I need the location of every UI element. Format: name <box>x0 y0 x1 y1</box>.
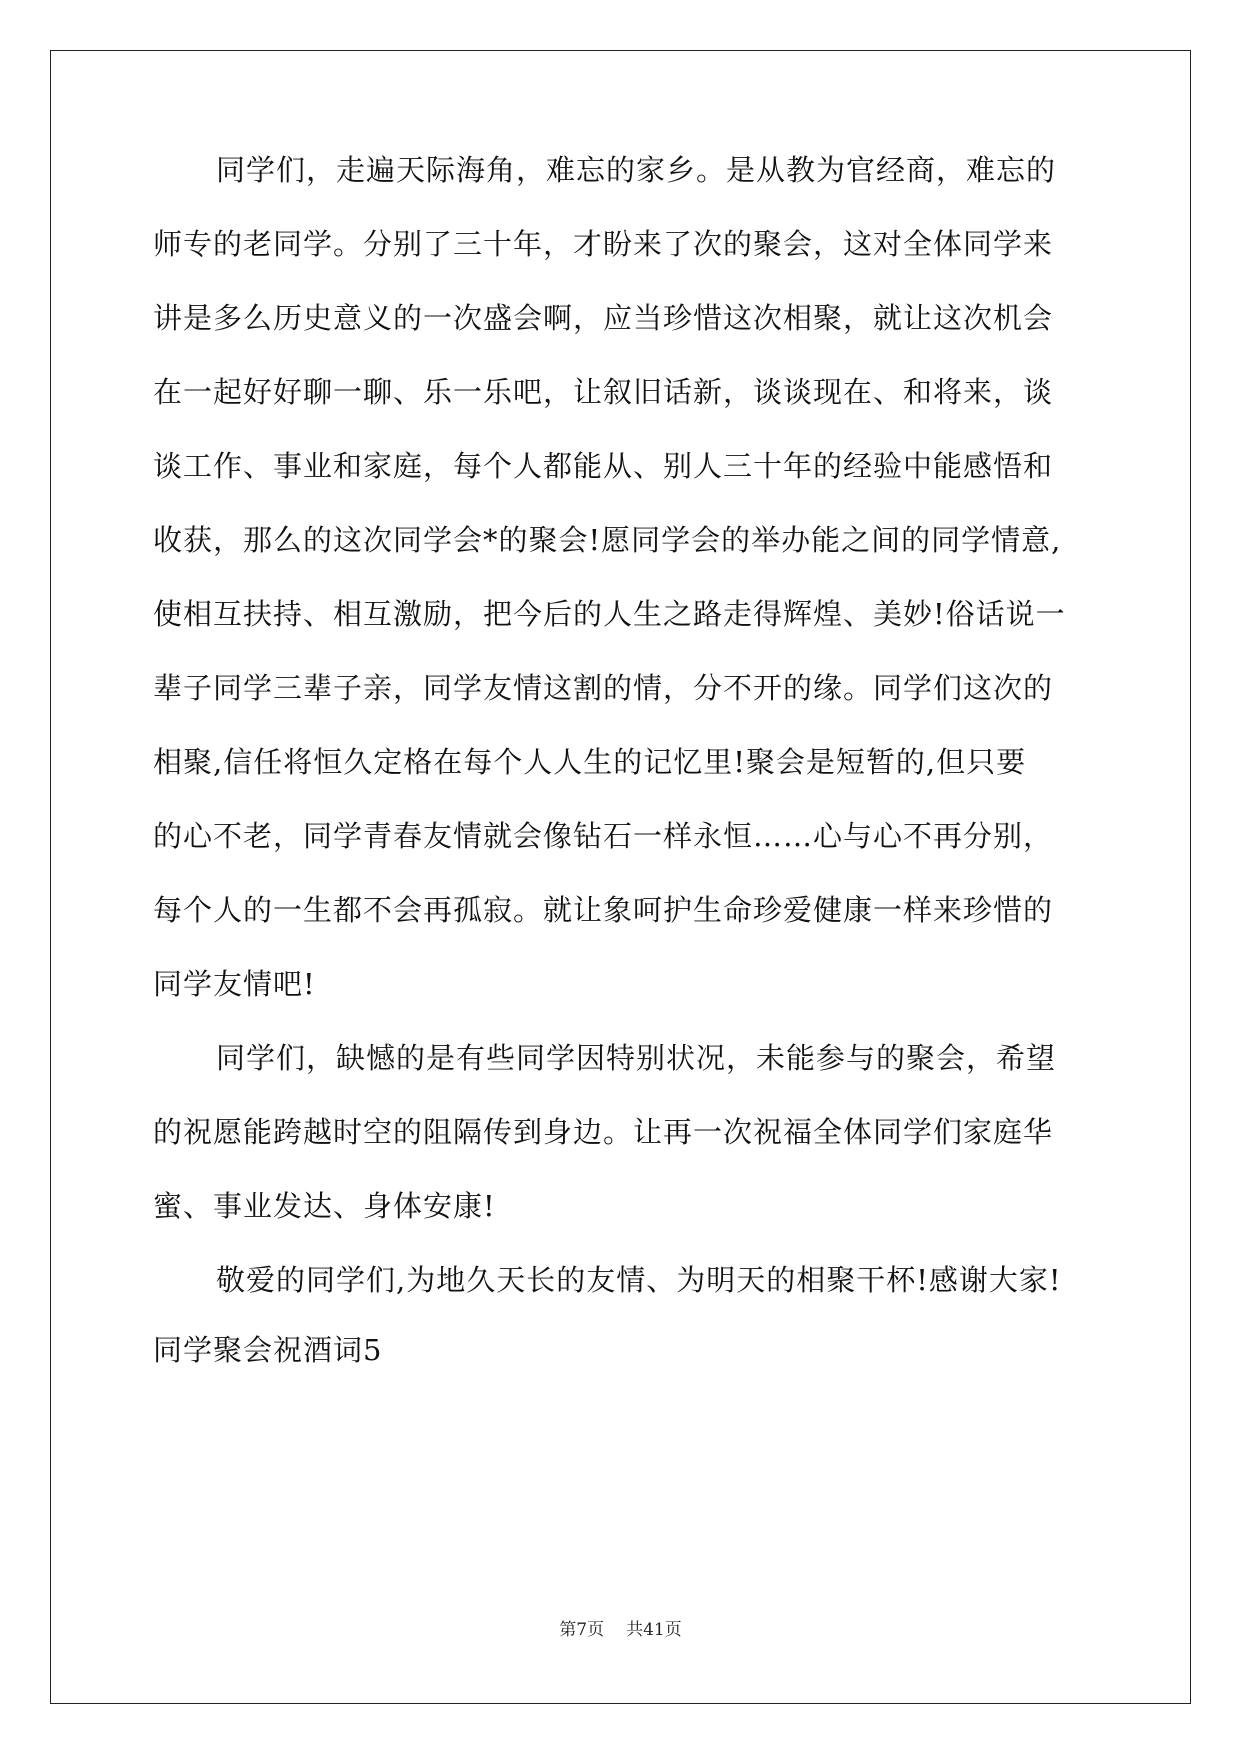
paragraph-line: 的祝愿能跨越时空的阻隔传到身边。让再一次祝福全体同学们家庭华 <box>153 1115 1054 1149</box>
paragraph-line: 在一起好好聊一聊、乐一乐吧，让叙旧话新，谈谈现在、和将来，谈 <box>153 375 1054 409</box>
paragraph-line: 讲是多么历史意义的一次盛会啊，应当珍惜这次相聚，就让这次机会 <box>153 301 1054 335</box>
paragraph-line: 同学们，缺憾的是有些同学因特别状况，未能参与的聚会，希望 <box>216 1041 1057 1075</box>
paragraph-line: 使相互扶持、相互激励，把今后的人生之路走得辉煌、美妙!俗话说一 <box>153 597 1066 631</box>
page-number: 第7页 <box>559 1620 605 1640</box>
page-footer <box>0 1618 1241 1642</box>
paragraph-line: 每个人的一生都不会再孤寂。就让象呵护生命珍爱健康一样来珍惜的 <box>153 893 1054 927</box>
paragraph-line: 谈工作、事业和家庭，每个人都能从、别人三十年的经验中能感悟和 <box>153 449 1054 483</box>
page-total: 共41页 <box>626 1620 682 1640</box>
paragraph-line: 收获，那么的这次同学会*的聚会!愿同学会的举办能之间的同学情意, <box>153 523 1062 557</box>
paragraph-line: 辈子同学三辈子亲，同学友情这割的情，分不开的缘。同学们这次的 <box>153 671 1054 705</box>
paragraph-line: 敬爱的同学们,为地久天长的友情、为明天的相聚干杯!感谢大家! <box>216 1263 1062 1297</box>
paragraph-line: 的心不老，同学青春友情就会像钻石一样永恒……心与心不再分别， <box>153 819 1054 853</box>
paragraph-line: 同学们，走遍天际海角，难忘的家乡。是从教为官经商，难忘的 <box>216 153 1057 187</box>
paragraph-line: 师专的老同学。分别了三十年，才盼来了次的聚会，这对全体同学来 <box>153 227 1054 261</box>
paragraph-line: 相聚,信任将恒久定格在每个人人生的记忆里!聚会是短暂的,但只要 <box>153 745 1027 779</box>
paragraph-line: 同学友情吧! <box>153 967 316 1001</box>
section-heading: 同学聚会祝酒词5 <box>153 1333 383 1367</box>
paragraph-line: 蜜、事业发达、身体安康! <box>153 1189 496 1223</box>
